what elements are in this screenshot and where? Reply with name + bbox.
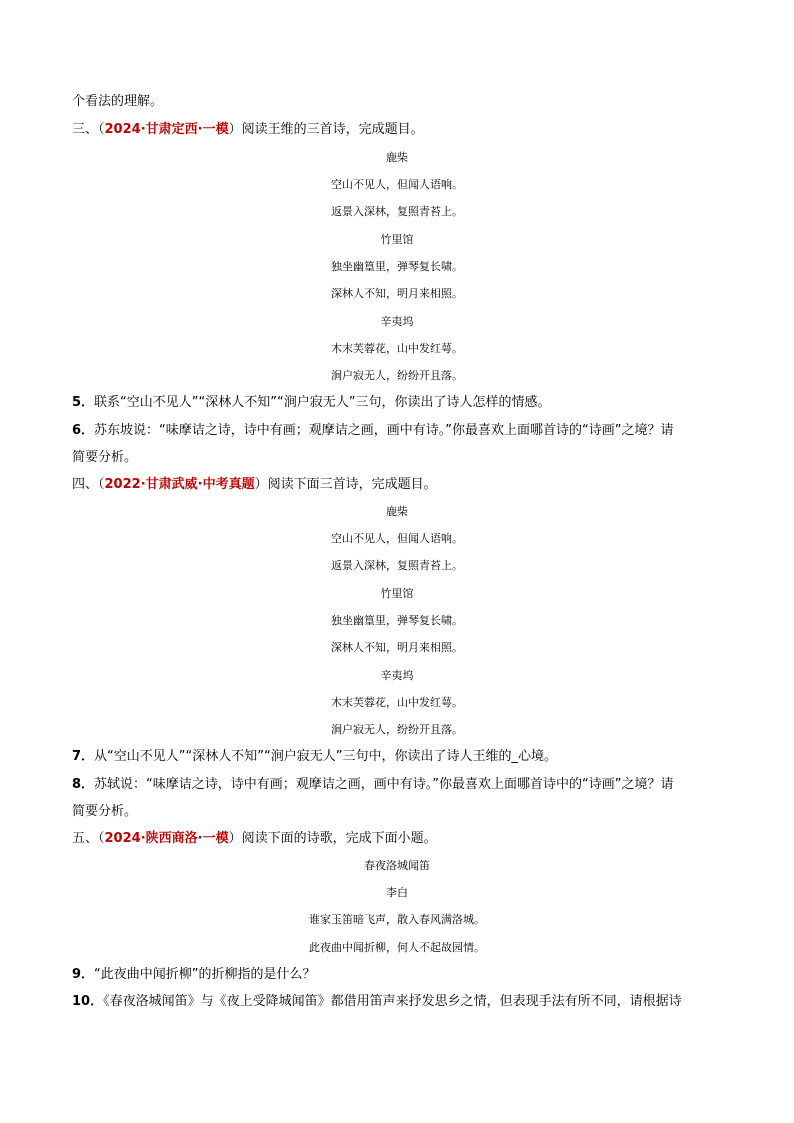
question-8 xyxy=(72,776,674,794)
poem-line: 独坐幽篁里，弹琴复长啸。 xyxy=(331,260,463,273)
poem-line: 涧户寂无人，纷纷开且落。 xyxy=(331,369,463,382)
poem-line: 空山不见人，但闻人语响。 xyxy=(331,178,463,191)
question-text: “此夜曲中闻折柳”的折柳指的是什么？ xyxy=(94,967,316,982)
poem-line: 涧户寂无人，纷纷开且落。 xyxy=(331,723,463,736)
text-line xyxy=(72,803,137,821)
question-number: 7． xyxy=(72,749,95,764)
question-number: 5． xyxy=(72,395,95,410)
poem-line: 木末芙蓉花，山中发红萼。 xyxy=(331,696,463,709)
question-text: 《春夜洛城闻笛》与《夜上受降城闻笛》都借用笛声来抒发思乡之情，但表现手法有所不同，请根据诗 xyxy=(103,994,682,1009)
question-10 xyxy=(72,993,682,1011)
heading-prefix: 四、（ xyxy=(72,477,105,492)
heading-text: ）阅读王维的三首诗，完成题目。 xyxy=(228,122,424,137)
question-5 xyxy=(72,394,550,412)
source-tag: 2024·甘肃定西·一模 xyxy=(104,122,229,137)
poem-title: 春夜洛城闻笛 xyxy=(364,859,430,872)
question-text: 简要分析。 xyxy=(72,804,138,819)
source-tag: 2024·陕西商洛·一模 xyxy=(104,831,229,846)
question-number: 9． xyxy=(72,967,95,982)
question-number: 6． xyxy=(72,423,95,438)
question-text: 苏东坡说：“味摩诘之诗，诗中有画；观摩诘之画，画中有诗。”你最喜欢上面哪首诗的“诗画”之境？请 xyxy=(94,423,674,438)
paragraph-text: 个看法的理解。 xyxy=(72,94,164,109)
poem-author: 李白 xyxy=(386,886,408,899)
poem-line: 谁家玉笛暗飞声，散入春风满洛城。 xyxy=(309,913,485,926)
question-number: 10． xyxy=(72,994,104,1009)
question-9 xyxy=(72,966,316,984)
poem-line: 空山不见人，但闻人语响。 xyxy=(331,532,463,545)
poem-line: 深林人不知，明月来相照。 xyxy=(331,641,463,654)
poem-line: 返景入深林，复照青苔上。 xyxy=(331,559,463,572)
question-7 xyxy=(72,748,557,766)
question-text: 简要分析。 xyxy=(72,450,138,465)
question-text: 从“空山不见人”“深林人不知”“涧户寂无人”三句中，你读出了诗人王维的_心境。 xyxy=(94,749,557,764)
poem-title: 竹里馆 xyxy=(380,587,414,600)
poem-line: 此夜曲中闻折柳，何人不起故园情。 xyxy=(309,941,485,954)
poem-line: 返景入深林，复照青苔上。 xyxy=(331,205,463,218)
text-line xyxy=(72,449,137,467)
heading-prefix: 三、（ xyxy=(72,122,105,137)
source-tag: 2022·甘肃武威·中考真题 xyxy=(104,477,255,492)
poem-title: 辛夷坞 xyxy=(380,669,414,682)
heading-text: ）阅读下面三首诗，完成题目。 xyxy=(254,477,437,492)
section-heading-3 xyxy=(72,121,424,139)
poem-line: 深林人不知，明月来相照。 xyxy=(331,287,463,300)
poem-line: 木末芙蓉花，山中发红萼。 xyxy=(331,342,463,355)
heading-text: ）阅读下面的诗歌，完成下面小题。 xyxy=(228,831,437,846)
question-text: 苏轼说：“味摩诘之诗，诗中有画；观摩诘之画，画中有诗。”你最喜欢上面哪首诗中的“诗画”之境？请 xyxy=(94,777,674,792)
text-line xyxy=(72,93,163,111)
heading-prefix: 五、（ xyxy=(72,831,105,846)
poem-line: 独坐幽篁里，弹琴复长啸。 xyxy=(331,614,463,627)
question-number: 8． xyxy=(72,777,95,792)
poem-title: 鹿柴 xyxy=(386,505,408,518)
poem-title: 鹿柴 xyxy=(386,151,408,164)
section-heading-5 xyxy=(72,830,437,848)
section-heading-4 xyxy=(72,476,437,494)
question-6 xyxy=(72,422,674,440)
poem-title: 竹里馆 xyxy=(380,233,414,246)
poem-title: 辛夷坞 xyxy=(380,315,414,328)
question-text: 联系“空山不见人”“深林人不知”“涧户寂无人”三句，你读出了诗人怎样的情感。 xyxy=(94,395,551,410)
